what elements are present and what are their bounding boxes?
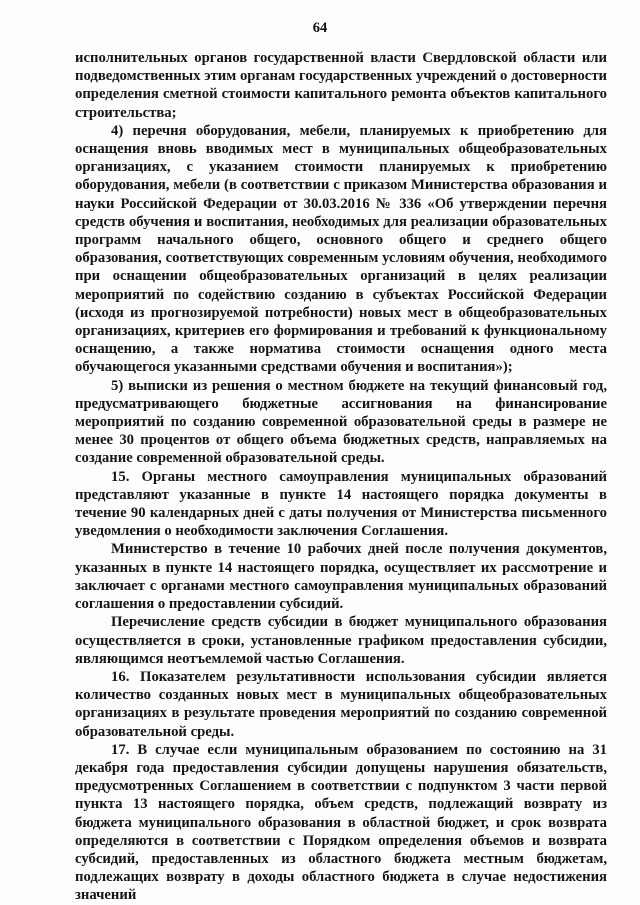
paragraph-item-5: 5) выписки из решения о местном бюджете на текущий финансовый год, предусматривающего бюджетные ассигнования на финансирование мероприятий по созданию современной образовательной среды в размере не менее 30 процентов от общего объема бюджетных средств, направляемых на создание современной образовательной среды. [75,377,607,467]
paragraph-clause-15: 15. Органы местного самоуправления муниципальных образований представляют указанные в пункте 14 настоящего порядка документы в течение 90 календарных дней с даты получения от Министерства письменного уведомления о необходимости заключения Соглашения. [75,468,607,540]
document-body [75,49,607,905]
page-number: 64 [312,20,328,36]
paragraph-clause-17: 17. В случае если муниципальным образованием по состоянию на 31 декабря года предоставления субсидии допущены нарушения обязательств, предусмотренных Соглашением в соответствии с подпунктом 3 части первой пункта 13 настоящего порядка, объем средств, подлежащий возврату из бюджета муниципального образования в областной бюджет, и срок возврата определяются в соответствии с Порядком определения объемов и возврата субсидий, предоставленных из областного бюджета местным бюджетам, подлежащих возврату в доходы областного бюджета в случае недостижения значений [75,741,607,904]
paragraph-clause-16: 16. Показателем результативности использования субсидии является количество созданных новых мест в муниципальных общеобразовательных организациях в результате проведения мероприятий по созданию современной образовательной среды. [75,668,607,740]
paragraph-continuation: исполнительных органов государственной власти Свердловской области или подведомственных этим органам государственных учреждений о достоверности определения сметной стоимости капитального ремонта объектов капитального строительства; [75,50,607,121]
paragraph-ministry-review: Министерство в течение 10 рабочих дней после получения документов, указанных в пункте 14 настоящего порядка, осуществляет их рассмотрение и заключает с органами местного самоуправления муниципальных образований соглашения о предоставлении субсидий. [75,541,607,613]
paragraph-subsidy-transfer: Перечисление средств субсидии в бюджет муниципального образования осуществляется в сроки, установленные графиком предоставления субсидии, являющимся неотъемлемой частью Соглашения. [75,614,607,667]
paragraph-item-4: 4) перечня оборудования, мебели, планируемых к приобретению для оснащения вновь вводимых мест в муниципальных общеобразовательных организациях, с указанием стоимости планируемых к приобретению оборудования, мебели (в соответствии с приказом Министерства образования и науки Российской Федерации от 30.03.2016 № 336 «Об утверждении перечня средств обучения и воспитания, необходимых для реализации образовательных программ начального общего, основного общего и среднего общего образования, соответствующих современным условиям обучения, необходимого при оснащении общеобразовательных организаций в целях реализации мероприятий по содействию созданию в субъектах Российской Федерации (исходя из прогнозируемой потребности) новых мест в общеобразовательных организациях, критериев его формирования и требований к функциональному оснащению, а также норматива стоимости оснащения одного места обучающегося указанными средствами обучения и воспитания»); [75,122,607,376]
